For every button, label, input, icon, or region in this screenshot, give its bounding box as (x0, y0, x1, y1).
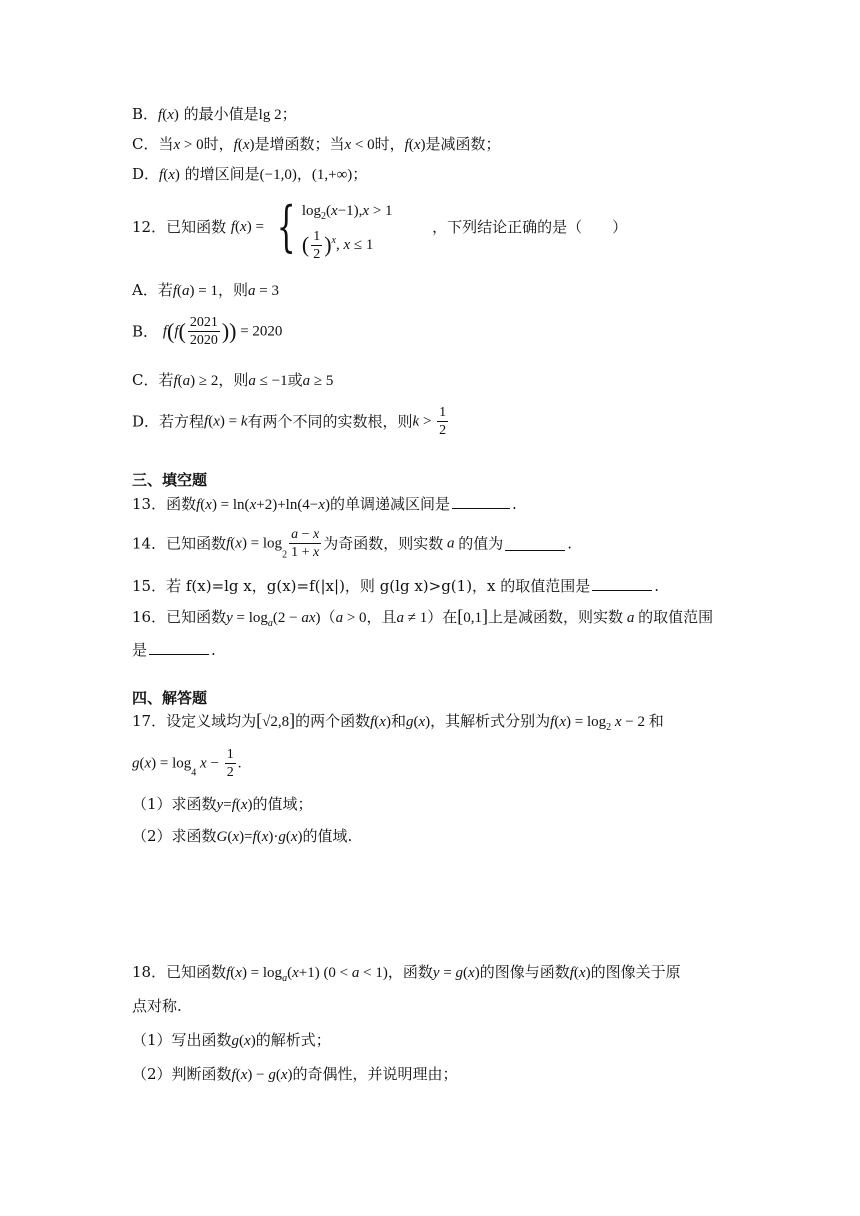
left-brace: { (276, 195, 296, 258)
answer-blank[interactable] (592, 576, 652, 591)
question-18: 18．已知函数$f(x) = \log_a(x+1) (0 < a < 1)$，函数y = g(x)的图像与函数f(x)的图像关于原 (132, 963, 681, 984)
section-title-fill-in: 三、填空题 (132, 471, 208, 489)
answer-blank[interactable] (149, 640, 209, 655)
option-11c: C．当x > 0时，f(x)是增函数；当x < 0时，f(x)是减函数； (132, 135, 501, 153)
question-17: 17．设定义域均为[√2,8]的两个函数f(x)和g(x)，其解析式分别为$f(x) = \log_2 x - 2$ 和 (132, 710, 664, 733)
question-14: 14．已知函数$f(x) = \log_2$ $\frac{a - x}{1 + x}$ 为奇函数，则实数 a 的值为 . (132, 527, 572, 561)
answer-blank[interactable] (452, 494, 510, 509)
answer-blank[interactable] (505, 536, 565, 551)
question-18-part2: （2）判断函数f(x) − g(x)的奇偶性，并说明理由； (132, 1065, 458, 1083)
option-11d: D．f(x) 的增区间是(−1,0)，(1,+∞)； (132, 165, 368, 183)
question-12: 12．已知函数 f(x) = { $\log_2(x-1),x > 1$ ( $\frac{1}{2}$ )$^x$, x ≤ 1 ，下列结论正确的是（ ） (132, 195, 628, 262)
question-15: 15．若 f(x)=lg x，g(x)=f(|x|)，则 g(lg x)>g(1)，x 的取值范围是 . (132, 577, 660, 595)
option-12c: C．若f(a) ≥ 2，则a ≤ −1或a ≥ 5 (132, 371, 334, 389)
option-12b: B． f(f( $\frac{2021}{2020}$ )) = 2020 (132, 315, 283, 348)
option-11b: B．f(x) 的最小值是lg 2； (132, 105, 297, 123)
question-13: 13．函数f(x) = ln(x+2)+ln(4−x)的单调递减区间是 . (132, 495, 517, 513)
question-16: 16．已知函数$y = \log_a(2 - ax)(a > 0$，且a ≠ 1）在[0,1]上是减函数，则实数 a 的取值范围 (132, 606, 714, 629)
question-16-line2: 是 . (132, 641, 216, 659)
question-18-part1: （1）写出函数g(x)的解析式； (132, 1031, 331, 1049)
piecewise-cases: $\log_2(x-1),x > 1$ ( $\frac{1}{2}$ )$^x$, x ≤ 1 (301, 203, 393, 262)
section-title-answer: 四、解答题 (132, 689, 208, 707)
question-18-line2: 点对称. (132, 997, 182, 1015)
question-17-part1: （1）求函数y=f(x)的值域； (132, 795, 313, 813)
option-12d: D．若方程f(x) = k有两个不同的实数根，则k > $\frac{1}{2}$ (132, 405, 447, 438)
question-17-part2: （2）求函数G(x)=f(x)·g(x)的值域. (132, 827, 353, 845)
option-12a: A．若f(a) = 1，则a = 3 (132, 281, 279, 299)
question-17-line2: $g(x) = \log_4 x$ − $\frac{1}{2}$ . (132, 747, 242, 780)
